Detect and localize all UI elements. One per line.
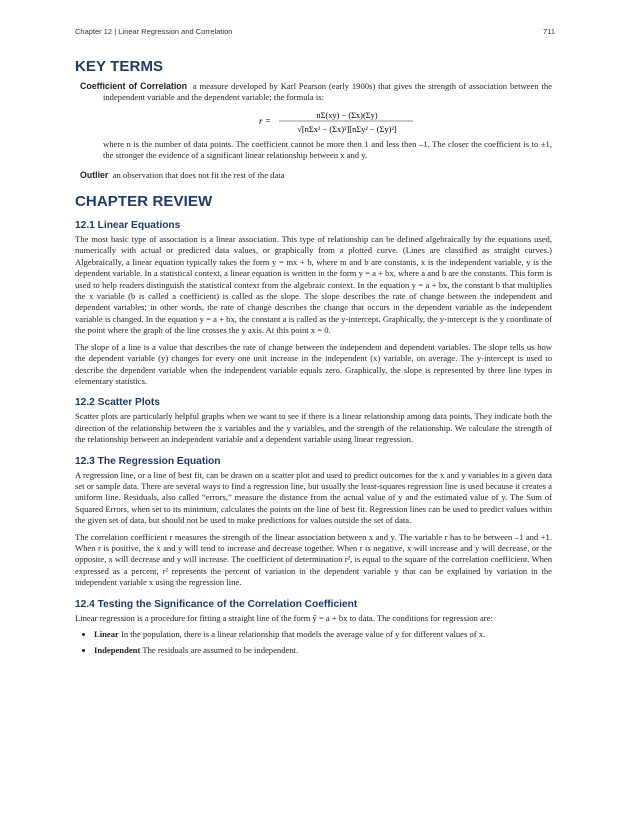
condition-text: The residuals are assumed to be independent. [142,645,299,656]
formula-graphic [255,107,415,137]
header-chapter: Chapter 12 [75,27,113,36]
condition-term: Linear [94,629,119,639]
section-12-2-paragraph-1: Scatter plots are particularly helpful graphs when we want to see if there is a linear relationship among data points. They indicate both the direction of the relationship between the x variables and the y variables, and the strength of the relationship. We calculate the strength of the relationship between an independent variable and a dependent variable using linear regression. [75,411,552,445]
condition-term: Independent [94,645,141,656]
term-correlation-name: Coefficient of Correlation [80,81,188,91]
running-header [75,27,555,36]
section-12-3-paragraph-2: The correlation coefficient r measures the strength of the linear association between x and y. The variable r has to be between –1 and +1. When r is positive, the x and y will tend to increase and decrease together. When r is negative, x will increase and y will decrease, or the opposite, x will decrease and y will increase. The coefficient of determination r², is equal to the square of the correlation coefficient. When expressed as a percent, r² represents the percent of variation in the dependent variable y that can be explained by variation in the independent variable x using the regression line. [75,531,552,588]
condition-text: In the population, there is a linear relationship that models the average value of y for different values of x. [120,629,486,639]
section-12-1-paragraph-2: The slope of a line is a value that describes the rate of change between the independent and dependent variables. The slope tells us how the dependent variable (y) changes for every one unit increase in the independent (x) variable, on average. The y-intercept is used to describe the dependent variable when the independent variable equals zero. Graphically, the slope is represented by three line types in elementary statistics. [75,341,552,386]
formula-numerator: nΣ(xy) − (Σx)(Σy) [316,110,378,120]
list-item [94,645,552,656]
section-12-3-paragraph-1: A regression line, or a line of best fit, can be drawn on a scatter plot and used to predict outcomes for the x and y variables in a given data set or sample data. There are several ways to find a regression line, but usually the least-squares regression line is used because it creates a uniform line. Residuals, also called “errors,” measure the distance from the actual value of y and the estimated value of y. The Sum of Squared Errors, when set to its minimum, calculates the points on the line of best fit. Regression lines can be used to predict values within the given set of data, but should not be used to make predictions for values outside the set of data. [75,469,552,526]
correlation-formula [80,107,552,136]
term-correlation-def-2: where n is the number of data points. The coefficient cannot be more then 1 and less then –1. The closer the coefficient is to ±1, the stronger the evidence of a significant linear relationship between x and y. [103,138,552,161]
section-12-1-heading: 12.1 Linear Equations [75,220,181,232]
section-12-4-heading: 12.4 Testing the Significance of the Correlation Coefficient [75,598,358,610]
header-separator: | [112,27,119,36]
term-correlation [80,81,552,162]
page-content [75,58,552,662]
conditions-list [75,629,552,657]
section-12-3-heading: 12.3 The Regression Equation [75,455,221,467]
page-number: 711 [543,27,555,36]
chapter-review-heading: CHAPTER REVIEW [75,193,213,211]
section-12-4-paragraph-1: Linear regression is a procedure for fitting a straight line of the form ŷ = a + bx to data. The conditions for regression are: [75,612,493,623]
formula-denominator: √[nΣx² − (Σx)²][nΣy² − (Σy)²] [297,124,397,134]
formula-r: r = [259,115,271,126]
section-12-1-paragraph-1: The most basic type of association is a linear association. This type of relationship can be defined algebraically by the equations used, numerically with actual or predicted data values, or graphically from a plotted curve. (Lines are classified as straight curves.) Algebraically, a linear equation typically takes the form y = mx + b, where m and b are constants, x is the independent variable, y is the dependent variable. In a statistical context, a linear equation is written in the form y = a + bx, where a and b are the constants. This form is used to help readers distinguish the statistical context from the algebraic context. In the equation y = a + bx, the constant b that multiplies the x variable (b is called a coefficient) is called as the slope. The slope describes the rate of change between the independent and dependent variables; in other words, the rate of change describes the change that occurs in the dependent variable as the independent variable is changed. In the equation y = a + bx, the constant a is called as the y-intercept. Graphically, the y-intercept is the y coordinate of the point where the graph of the line crosses the y axis. At this point x = 0. [75,234,552,336]
header-title: Linear Regression and Correlation [118,27,233,36]
list-item [94,629,552,640]
key-terms-heading: KEY TERMS [75,58,164,75]
term-outlier [80,170,552,181]
section-12-2-heading: 12.2 Scatter Plots [75,397,160,409]
term-outlier-name: Outlier [80,169,109,180]
term-outlier-def: an observation that does not fit the rest of the data [112,169,285,180]
term-correlation-def: a measure developed by Karl Pearson (early 1900s) that gives the strength of association between the independent variable and the dependent variable; the formula is: [103,81,552,103]
